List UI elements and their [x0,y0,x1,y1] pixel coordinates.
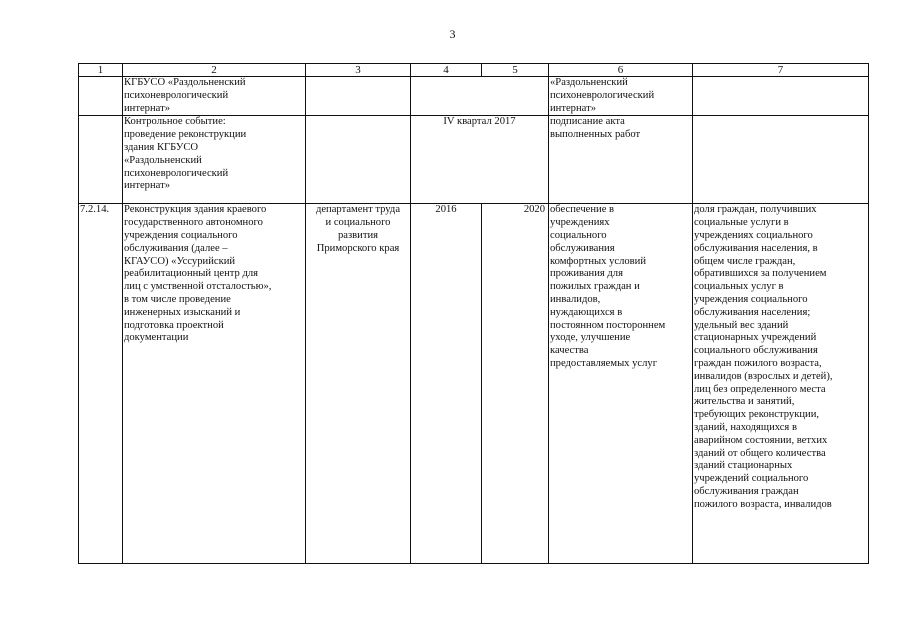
page-number: 3 [449,27,456,41]
responsible-cell [306,116,411,204]
table-row [79,77,869,116]
column-number-row [79,64,869,77]
indicator-cell: доля граждан, получивших социальные услуги в учреждениях социального обслуживания населения, в общем числе граждан, обратившихся за получением социальных услуг в учреждения социального обслуживания населения; удельный вес зданий стационарных учреждений социального обслуживания граждан пожилого возраста, инвалидов (взрослых и детей), лиц без определенного места жительства и занятий, требующих реконструкции, зданий, находящихся в аварийном состоянии, ветхих зданий от общего количества зданий стационарных учреждений социального обслуживания граждан пожилого возраста, инвалидов [693,204,869,564]
event-name-cell: Реконструкция здания краевого государственного автономного учреждения социального обслуживания (далее – КГАУСО) «Уссурийский реабилитационный центр для лиц с умственной отсталостью», в том числе проведение инженерных изысканий и подготовка проектной документации [123,204,306,564]
period-cell [411,77,549,116]
column-number-2: 2 [123,64,306,77]
row-number-cell [79,116,123,204]
row-number-cell [79,77,123,116]
column-number-5: 5 [482,64,549,77]
table-row [79,204,869,564]
expected-result-cell: подписание акта выполненных работ [549,116,693,204]
responsible-cell [306,77,411,116]
row-number-cell: 7.2.14. [79,204,123,564]
indicator-cell [693,116,869,204]
column-number-4: 4 [411,64,482,77]
event-name-cell: КГБУСО «Раздольненский психоневрологический интернат» [123,77,306,116]
expected-result-cell: «Раздольненский психоневрологический интернат» [549,77,693,116]
start-year-cell: 2016 [411,204,482,564]
expected-result-cell: обеспечение в учреждениях социального обслуживания комфортных условий проживания для пожилых граждан и инвалидов, нуждающихся в постоянном постороннем уходе, улучшение качества предоставляемых услуг [549,204,693,564]
indicator-cell [693,77,869,116]
column-number-6: 6 [549,64,693,77]
column-number-3: 3 [306,64,411,77]
program-table [78,63,869,564]
period-cell: IV квартал 2017 [411,116,549,204]
column-number-7: 7 [693,64,869,77]
column-number-1: 1 [79,64,123,77]
event-name-cell: Контрольное событие: проведение реконструкции здания КГБУСО «Раздольненский психоневрологический интернат» [123,116,306,204]
table-row [79,116,869,204]
end-year-cell: 2020 [482,204,549,564]
responsible-cell: департамент труда и социального развития Приморского края [306,204,411,564]
